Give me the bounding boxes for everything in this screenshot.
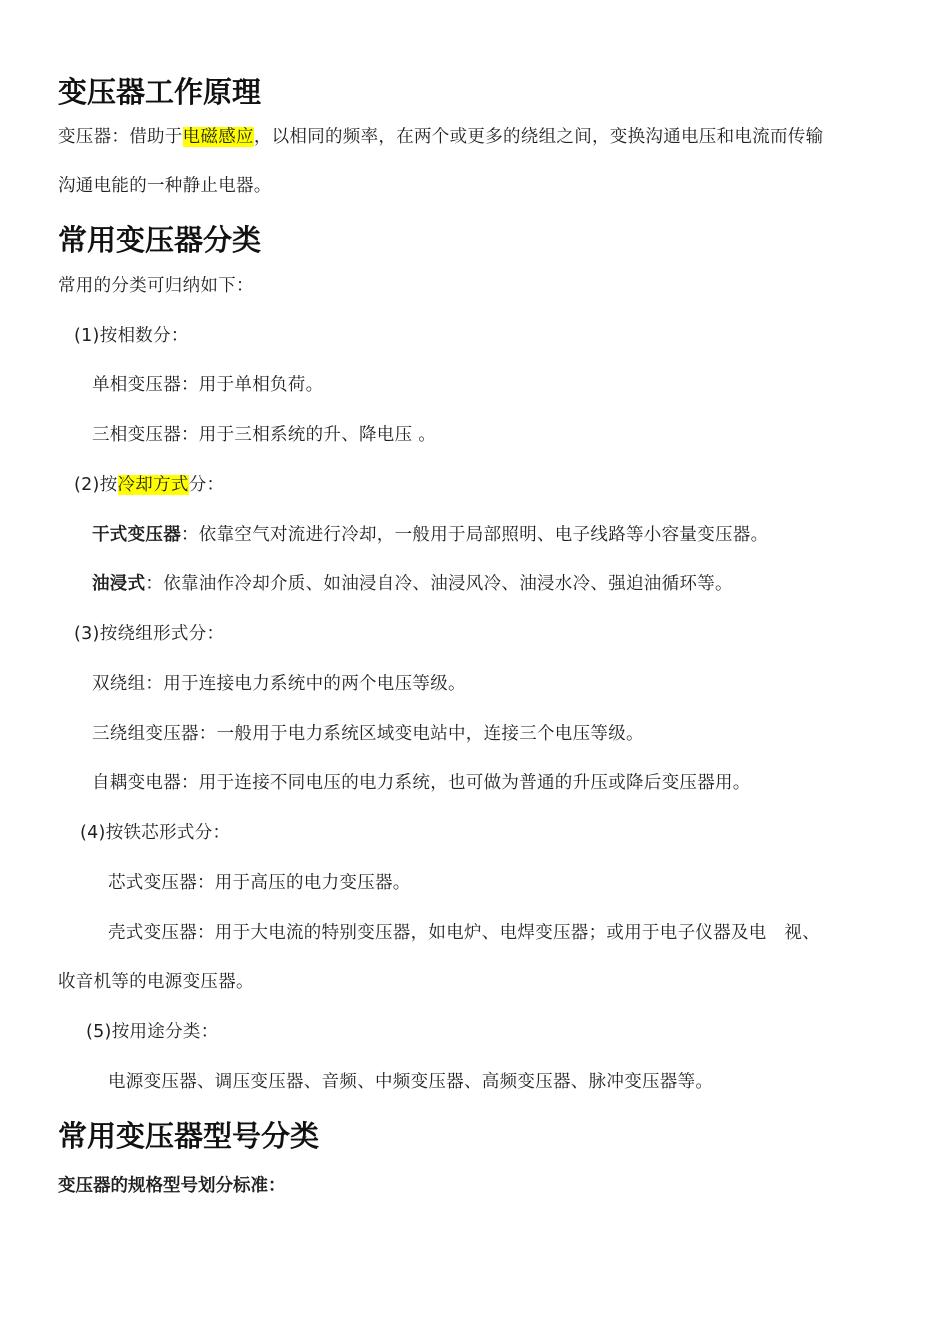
category-cooling-suffix: 分：	[188, 475, 225, 495]
definition-rest: ，以相同的频率，在两个或更多的绕组之间，变换沟通电压和电流而传输	[253, 127, 824, 147]
oil-immersed-label: 油浸式	[92, 574, 146, 594]
item-shell-type-line-1: 壳式变压器：用于大电流的特别变压器，如电炉、电焊变压器；或用于电子仪器及电 视、	[108, 923, 820, 943]
item-single-phase: 单相变压器：用于单相负荷。	[92, 375, 324, 395]
item-dry-type	[92, 511, 890, 560]
item-oil-immersed	[92, 560, 890, 609]
item-shell-type-line-2: 收音机等的电源变压器。	[58, 972, 254, 992]
item-triple-winding: 三绕组变压器：一般用于电力系统区域变电站中，连接三个电压等级。	[92, 724, 644, 744]
category-by-phase: (1)按相数分：	[74, 326, 189, 346]
heading-classification: 常用变压器分类	[58, 223, 262, 257]
definition-prefix: 变压器：借助于	[58, 127, 183, 147]
dry-type-label: 干式变压器	[92, 525, 181, 545]
item-auto-transformer: 自耦变电器：用于连接不同电压的电力系统，也可做为普通的升压或降后变压器用。	[92, 773, 751, 793]
category-by-winding: (3)按绕组形式分：	[74, 624, 225, 644]
item-by-use: 电源变压器、调压变压器、音频、中频变压器、高频变压器、脉冲变压器等。	[108, 1072, 714, 1092]
highlight-electromagnetic-induction: 电磁感应	[182, 127, 254, 147]
category-by-cooling	[74, 461, 890, 510]
category-by-core: (4)按铁芯形式分：	[80, 823, 231, 843]
heading-working-principle: 变压器工作原理	[58, 75, 262, 109]
oil-immersed-text: ：依靠油作冷却介质、如油浸自冷、油浸风冷、油浸水冷、强迫油循环等。	[145, 574, 733, 594]
classification-intro: 常用的分类可归纳如下：	[58, 276, 254, 296]
heading-model-classification: 常用变压器型号分类	[58, 1119, 320, 1153]
subheading-model-standard: 变压器的规格型号划分标准：	[58, 1176, 286, 1196]
definition-line-2: 沟通电能的一种静止电器。	[58, 176, 272, 196]
item-double-winding: 双绕组：用于连接电力系统中的两个电压等级。	[92, 674, 466, 694]
category-by-use: (5)按用途分类：	[86, 1022, 219, 1042]
item-three-phase: 三相变压器：用于三相系统的升、降电压 。	[92, 425, 437, 445]
item-core-type: 芯式变压器：用于高压的电力变压器。	[108, 873, 411, 893]
dry-type-text: ：依靠空气对流进行冷却，一般用于局部照明、电子线路等小容量变压器。	[181, 525, 769, 545]
definition-line-1	[58, 113, 890, 162]
highlight-cooling-method: 冷却方式	[117, 475, 189, 495]
category-cooling-prefix: (2)按	[74, 475, 118, 495]
